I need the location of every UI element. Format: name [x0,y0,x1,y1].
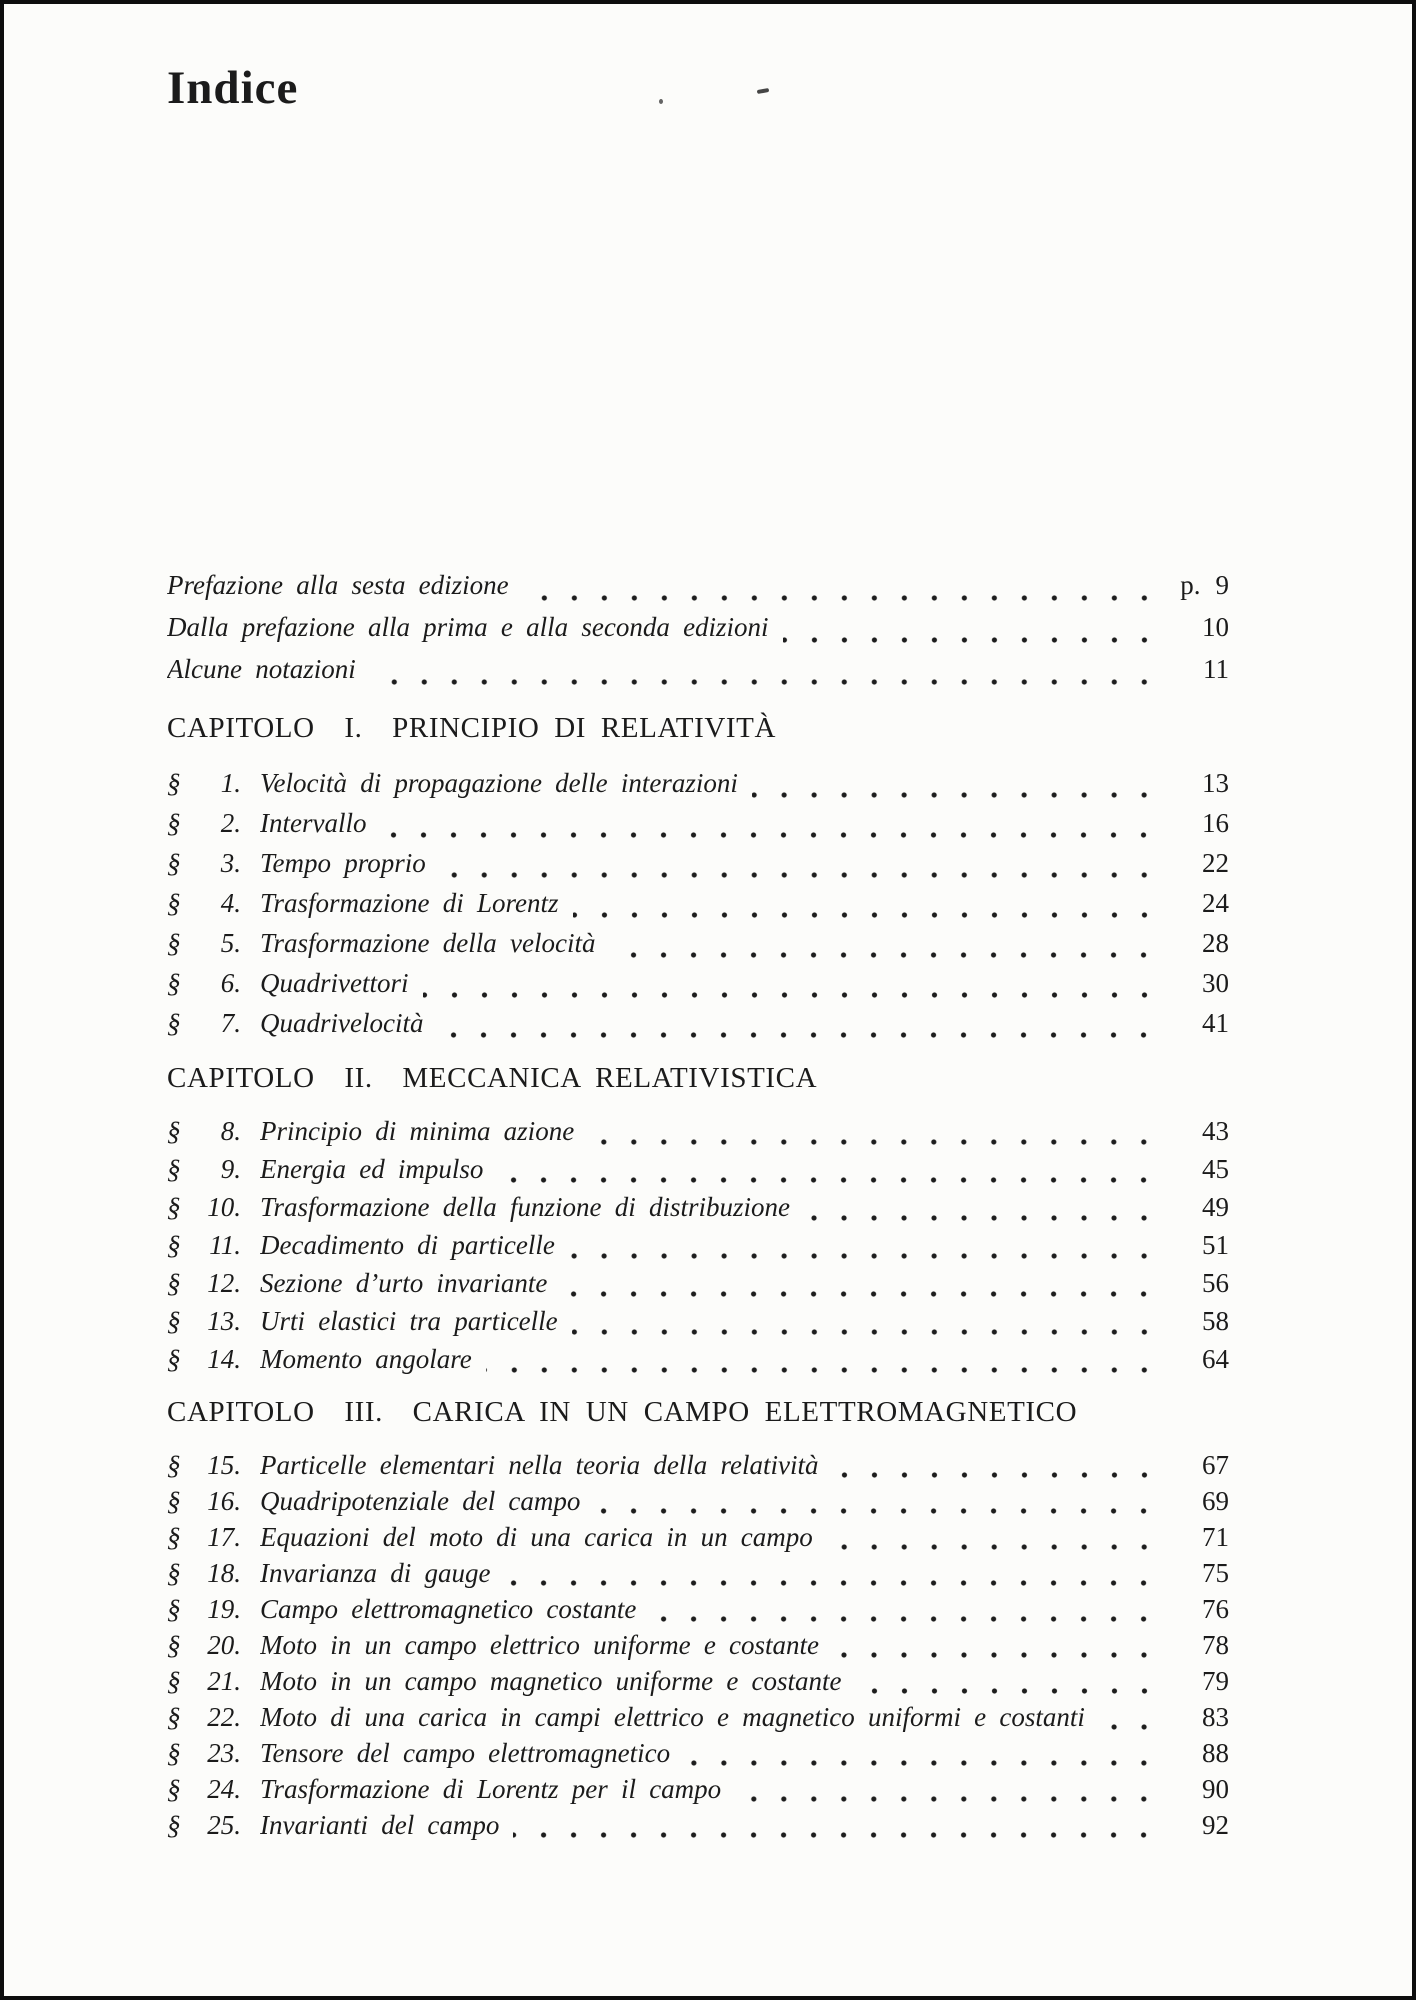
section-mark: § [167,1738,181,1768]
page-number-cell [1171,1630,1229,1661]
dot-leader [523,570,1161,612]
page-number-cell [1171,1306,1229,1337]
section-number: 25. [207,1810,241,1840]
page-number-cell [1171,612,1229,643]
page-number: 41 [1202,1008,1229,1038]
dot-leader [594,1486,1161,1522]
entry-title: Moto in un campo elettrico uniforme e costante [260,1630,820,1660]
dot-leader [380,808,1161,848]
page-number-cell [1171,1154,1229,1185]
dot-leader [783,612,1161,654]
toc-entry [167,888,1229,928]
section-number: 21. [207,1666,241,1696]
section-number: 16. [207,1486,241,1516]
entry-title: Tempo proprio [260,848,426,878]
page-number: 28 [1202,928,1229,958]
toc-entry [167,1486,1229,1522]
page-number: 69 [1202,1486,1229,1516]
section-number: 2. [220,808,241,838]
entry-title: Intervallo [260,808,367,838]
page-number-cell [1171,768,1229,799]
entry-title: Campo elettromagnetico costante [260,1594,637,1624]
toc-entry [167,1344,1229,1382]
dot-leader [588,1116,1161,1154]
toc-entry [167,1666,1229,1702]
toc-entry [167,1268,1229,1306]
entry-title: Moto di una carica in campi elettrico e magnetico uniformi e costanti [260,1702,1085,1732]
toc-entry [167,1702,1229,1738]
section-mark: § [167,1192,181,1222]
page-number-cell [1171,1558,1229,1589]
section-number: 10. [207,1192,241,1222]
page-number: 16 [1202,808,1229,838]
section-number: 13. [207,1306,241,1336]
toc-entry [167,1522,1229,1558]
page-number: 78 [1202,1630,1229,1660]
section-mark: § [167,968,181,998]
page-number: 9 [1215,570,1229,600]
section-mark: § [167,1630,181,1660]
toc-entry [167,1810,1229,1846]
entry-title: Urti elastici tra particelle [260,1306,558,1336]
front-matter-section [167,570,1229,696]
section-number: 17. [207,1522,241,1552]
entry-title: Tensore del campo elettromagnetico [260,1738,671,1768]
dot-leader [833,1630,1161,1666]
page-number: 88 [1202,1738,1229,1768]
section-number: 4. [220,888,241,918]
entry-title: Particelle elementari nella teoria della relatività [260,1450,819,1480]
dot-leader [370,654,1161,696]
section-mark: § [167,1230,181,1260]
entry-title: Decadimento di particelle [260,1230,555,1260]
page-number-cell [1171,848,1229,879]
toc-entry [167,968,1229,1008]
chapter-section [167,712,1229,1048]
section-mark: § [167,1594,181,1624]
toc-entry [167,848,1229,888]
page-number: 75 [1202,1558,1229,1588]
page-number-cell [1171,1522,1229,1553]
page-number: 67 [1202,1450,1229,1480]
section-number: 23. [207,1738,241,1768]
section-number: 11. [209,1230,241,1260]
page-prefix: p. [1180,570,1201,600]
page-number-cell [1171,1344,1229,1375]
entry-title: Sezione d’urto invariante [260,1268,548,1298]
dot-leader [497,1154,1161,1192]
section-mark: § [167,1666,181,1696]
entry-title: Velocità di propagazione delle interazioni [260,768,738,798]
dot-leader [440,848,1161,888]
section-number: 20. [207,1630,241,1660]
entry-title: Equazioni del moto di una carica in un campo [260,1522,813,1552]
page-number: 92 [1202,1810,1229,1840]
page-number-cell [1171,1666,1229,1697]
dot-leader [856,1666,1161,1702]
dot-leader [827,1522,1161,1558]
entry-title: Invarianza di gauge [260,1558,491,1588]
page-number-cell [1171,1230,1229,1261]
section-mark: § [167,1450,181,1480]
section-mark: § [167,1268,181,1298]
toc-entry [167,1774,1229,1810]
page-number-cell [1171,808,1229,839]
entry-title: Prefazione alla sesta edizione [167,570,509,600]
dot-leader [437,1008,1161,1048]
entry-title: Energia ed impulso [260,1154,484,1184]
section-mark: § [167,1810,181,1840]
section-mark: § [167,768,181,798]
entry-title: Dalla prefazione alla prima e alla seconda edizioni [167,612,769,642]
page-number: 83 [1202,1702,1229,1732]
entry-title: Trasformazione della velocità [260,928,596,958]
section-number: 19. [207,1594,241,1624]
entry-title: Quadrivettori [260,968,409,998]
section-mark: § [167,1702,181,1732]
dot-leader [569,1230,1161,1268]
toc-entry [167,1594,1229,1630]
page-number-cell [1171,1116,1229,1147]
entry-title: Moto in un campo magnetico uniforme e costante [260,1666,842,1696]
section-mark: § [167,1774,181,1804]
page-number-cell [1171,1594,1229,1625]
dot-leader [573,888,1161,928]
page-number-cell [1171,1774,1229,1805]
dot-leader [572,1306,1161,1344]
section-number: 1. [220,768,241,798]
entry-title: Quadrivelocità [260,1008,424,1038]
toc-content [167,4,1229,1846]
toc-entry [167,1630,1229,1666]
entry-title: Alcune notazioni [167,654,356,684]
dot-leader [423,968,1162,1008]
section-number: 12. [207,1268,241,1298]
toc-entry [167,1154,1229,1192]
section-mark: § [167,1486,181,1516]
section-mark: § [167,848,181,878]
toc-entry [167,1306,1229,1344]
section-number: 7. [220,1008,241,1038]
section-number: 5. [220,928,241,958]
toc-entry [167,808,1229,848]
page-number-cell [1171,1268,1229,1299]
section-mark: § [167,1154,181,1184]
dot-leader [752,768,1161,808]
page-number: 22 [1202,848,1229,878]
page-number: 51 [1202,1230,1229,1260]
dot-leader [1099,1702,1161,1738]
page-title: Indice [167,62,299,114]
section-number: 22. [207,1702,241,1732]
dot-leader [486,1344,1161,1382]
page-number: 13 [1202,768,1229,798]
section-number: 15. [207,1450,241,1480]
page-number-cell [1171,1810,1229,1841]
toc-entry [167,1558,1229,1594]
entry-title: Principio di minima azione [260,1116,575,1146]
section-mark: § [167,1306,181,1336]
section-number: 6. [220,968,241,998]
page-number-cell [1171,1008,1229,1039]
page-number: 56 [1202,1268,1229,1298]
page-number-cell [1171,888,1229,919]
page-number-cell [1171,654,1229,685]
section-mark: § [167,1558,181,1588]
chapter-heading: CAPITOLO I. PRINCIPIO DI RELATIVITÀ [167,712,776,744]
section-number: 24. [207,1774,241,1804]
toc-entry [167,1230,1229,1268]
page-number: 76 [1202,1594,1229,1624]
page-number: 24 [1202,888,1229,918]
entry-title: Trasformazione di Lorentz [260,888,559,918]
toc-entry [167,1192,1229,1230]
page-number-cell [1171,968,1229,999]
toc-entry [167,928,1229,968]
section-mark: § [167,808,181,838]
section-mark: § [167,1344,181,1374]
page-number-cell [1171,928,1229,959]
dot-leader [650,1594,1161,1630]
section-mark: § [167,1116,181,1146]
chapter-heading: CAPITOLO III. CARICA IN UN CAMPO ELETTROMAGNETICO [167,1396,1078,1428]
section-mark: § [167,888,181,918]
page-number: 30 [1202,968,1229,998]
toc-entry [167,1450,1229,1486]
toc-entry [167,654,1229,696]
page-number-cell [1171,1450,1229,1481]
page-number: 10 [1202,612,1229,642]
toc-entry [167,1008,1229,1048]
page-number-cell [1171,1192,1229,1223]
toc-entry [167,570,1229,612]
section-mark: § [167,1522,181,1552]
dot-leader [735,1774,1161,1810]
dot-leader [684,1738,1161,1774]
entry-title: Momento angolare [260,1344,472,1374]
chapter-heading: CAPITOLO II. MECCANICA RELATIVISTICA [167,1062,818,1094]
page-number: 11 [1203,654,1229,684]
page-number-cell [1171,1486,1229,1517]
toc-entry [167,612,1229,654]
dot-leader [804,1192,1161,1230]
entry-title: Trasformazione della funzione di distribuzione [260,1192,790,1222]
page-number: 64 [1202,1344,1229,1374]
dot-leader [609,928,1161,968]
section-number: 9. [220,1154,241,1184]
dot-leader [504,1558,1161,1594]
page-number: 49 [1202,1192,1229,1222]
dot-leader [513,1810,1161,1846]
page-number: 45 [1202,1154,1229,1184]
page-number: 79 [1202,1666,1229,1696]
entry-title: Invarianti del campo [260,1810,500,1840]
section-mark: § [167,1008,181,1038]
page-number: 58 [1202,1306,1229,1336]
dot-leader [833,1450,1161,1486]
section-number: 14. [207,1344,241,1374]
page-number: 90 [1202,1774,1229,1804]
toc-entry [167,1116,1229,1154]
section-number: 8. [220,1116,241,1146]
section-mark: § [167,928,181,958]
page-number-cell [1171,1702,1229,1733]
page-number: 43 [1202,1116,1229,1146]
toc-entry [167,1738,1229,1774]
page-number-cell [1171,570,1229,601]
toc-entry [167,768,1229,808]
entry-title: Trasformazione di Lorentz per il campo [260,1774,722,1804]
dot-leader [561,1268,1161,1306]
section-number: 18. [207,1558,241,1588]
page-number-cell [1171,1738,1229,1769]
chapter-section [167,1062,1229,1382]
chapter-section [167,1396,1229,1846]
page-number: 71 [1202,1522,1229,1552]
entry-title: Quadripotenziale del campo [260,1486,581,1516]
section-number: 3. [220,848,241,878]
